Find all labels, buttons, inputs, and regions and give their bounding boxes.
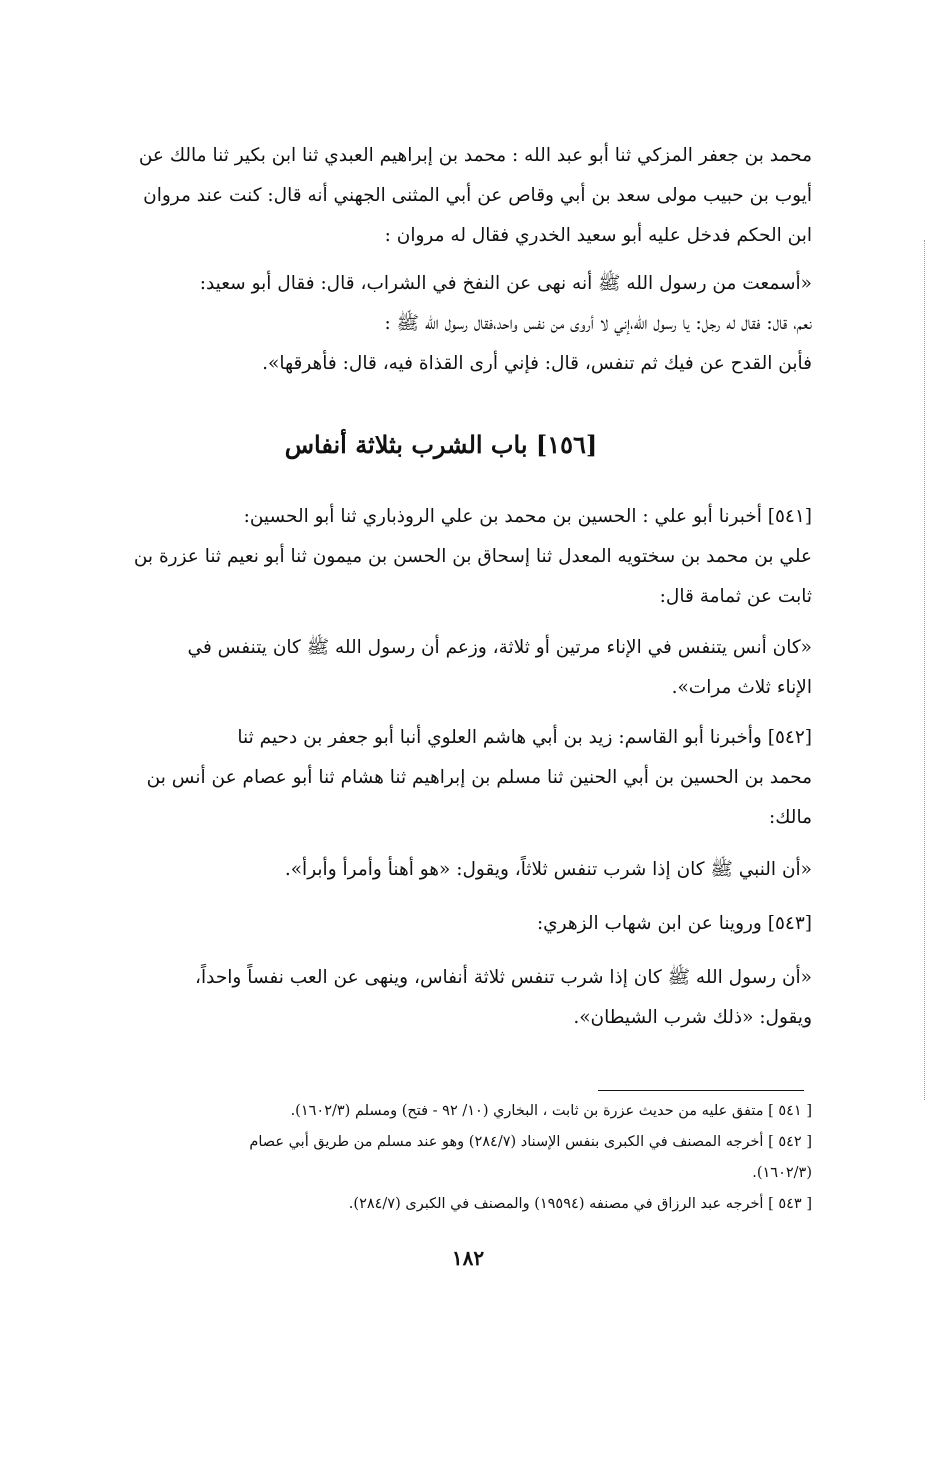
- footnote-line: (١٦٠٢/٣).: [752, 1165, 812, 1181]
- footnote-separator: [598, 1090, 804, 1091]
- text-line: [٥٤٣] وروينا عن ابن شهاب الزهري:: [536, 913, 812, 934]
- text-line: «كان أنس يتنفس في الإناء مرتين أو ثلاثة، وزعم أن رسول الله ﷺ كان يتنفس في: [187, 637, 812, 658]
- text-line: محمد بن الحسين بن أبي الحنين ثنا مسلم بن إبراهيم ثنا هشام ثنا أبو عصام عن أنس بن: [146, 767, 812, 788]
- footnote-line: [ ٥٤٢ ] أخرجه المصنف في الكبرى بنفس الإسناد (٢٨٤/٧) وهو عند مسلم من طريق أبي عصام: [249, 1134, 812, 1150]
- text-line: «أسمعت من رسول الله ﷺ أنه نهى عن النفخ في الشراب، قال: فقال أبو سعيد:: [199, 273, 812, 294]
- text-line: «أن النبي ﷺ كان إذا شرب تنفس ثلاثاً، ويقول: «هو أهنأ وأمرأ وأبرأ».: [284, 859, 812, 880]
- chapter-heading: [١٥٦] باب الشرب بثلاثة أنفاس: [284, 430, 598, 459]
- hadith-541-isnad: [70, 497, 812, 617]
- hadith-542-text: [70, 850, 812, 890]
- text-line: أيوب بن حبيب مولى سعد بن أبي وقاص عن أبي المثنى الجهني أنه قال: كنت عند مروان: [143, 185, 812, 206]
- text-line: نعم، قال: فقال له رجل: يا رسول الله،إني لا أروى من نفس واحد،فقال رسول الله ﷺ :: [384, 313, 812, 334]
- hadith-text-paragraph: [70, 264, 812, 384]
- hadith-542-isnad: [70, 718, 812, 838]
- footnotes: [100, 1096, 812, 1220]
- hadith-543-text: [70, 958, 812, 1038]
- text-line: [٥٤٢] وأخبرنا أبو القاسم: زيد بن أبي هاشم العلوي أنبا أبو جعفر بن دحيم ثنا: [237, 727, 812, 748]
- text-line: ويقول: «ذلك شرب الشيطان».: [573, 1007, 812, 1028]
- page-number: ١٨٢: [451, 1246, 485, 1270]
- hadith-543-isnad: [70, 904, 812, 944]
- text-line: ابن الحكم فدخل عليه أبو سعيد الخدري فقال له مروان :: [384, 225, 812, 246]
- scan-edge-mark: [924, 240, 925, 1100]
- text-line: «أن رسول الله ﷺ كان إذا شرب تنفس ثلاثة أنفاس، وينهى عن العب نفساً واحداً،: [195, 967, 812, 988]
- text-line: الإناء ثلاث مرات».: [671, 677, 812, 698]
- text-line: ثابت عن ثمامة قال:: [659, 586, 812, 607]
- text-line: علي بن محمد بن سختويه المعدل ثنا إسحاق بن الحسن بن ميمون ثنا أبو نعيم ثنا عزرة بن: [133, 546, 812, 567]
- text-line: مالك:: [768, 807, 812, 828]
- isnad-paragraph-intro: [70, 136, 812, 256]
- text-line: [٥٤١] أخبرنا أبو علي : الحسين بن محمد بن علي الروذباري ثنا أبو الحسين:: [243, 506, 812, 527]
- text-line: محمد بن جعفر المزكي ثنا أبو عبد الله : محمد بن إبراهيم العبدي ثنا ابن بكير ثنا مالك عن: [138, 145, 812, 166]
- hadith-541-text: [70, 628, 812, 708]
- footnote-line: [ ٥٤١ ] متفق عليه من حديث عزرة بن ثابت ، البخاري (١٠/ ٩٢ - فتح) ومسلم (١٦٠٢/٣).: [290, 1103, 812, 1119]
- footnote-line: [ ٥٤٣ ] أخرجه عبد الرزاق في مصنفه (١٩٥٩٤) والمصنف في الكبرى (٢٨٤/٧).: [348, 1196, 812, 1212]
- text-line: فأبن القدح عن فيك ثم تنفس، قال: فإني أرى القذاة فيه، قال: فأهرقها».: [262, 353, 812, 374]
